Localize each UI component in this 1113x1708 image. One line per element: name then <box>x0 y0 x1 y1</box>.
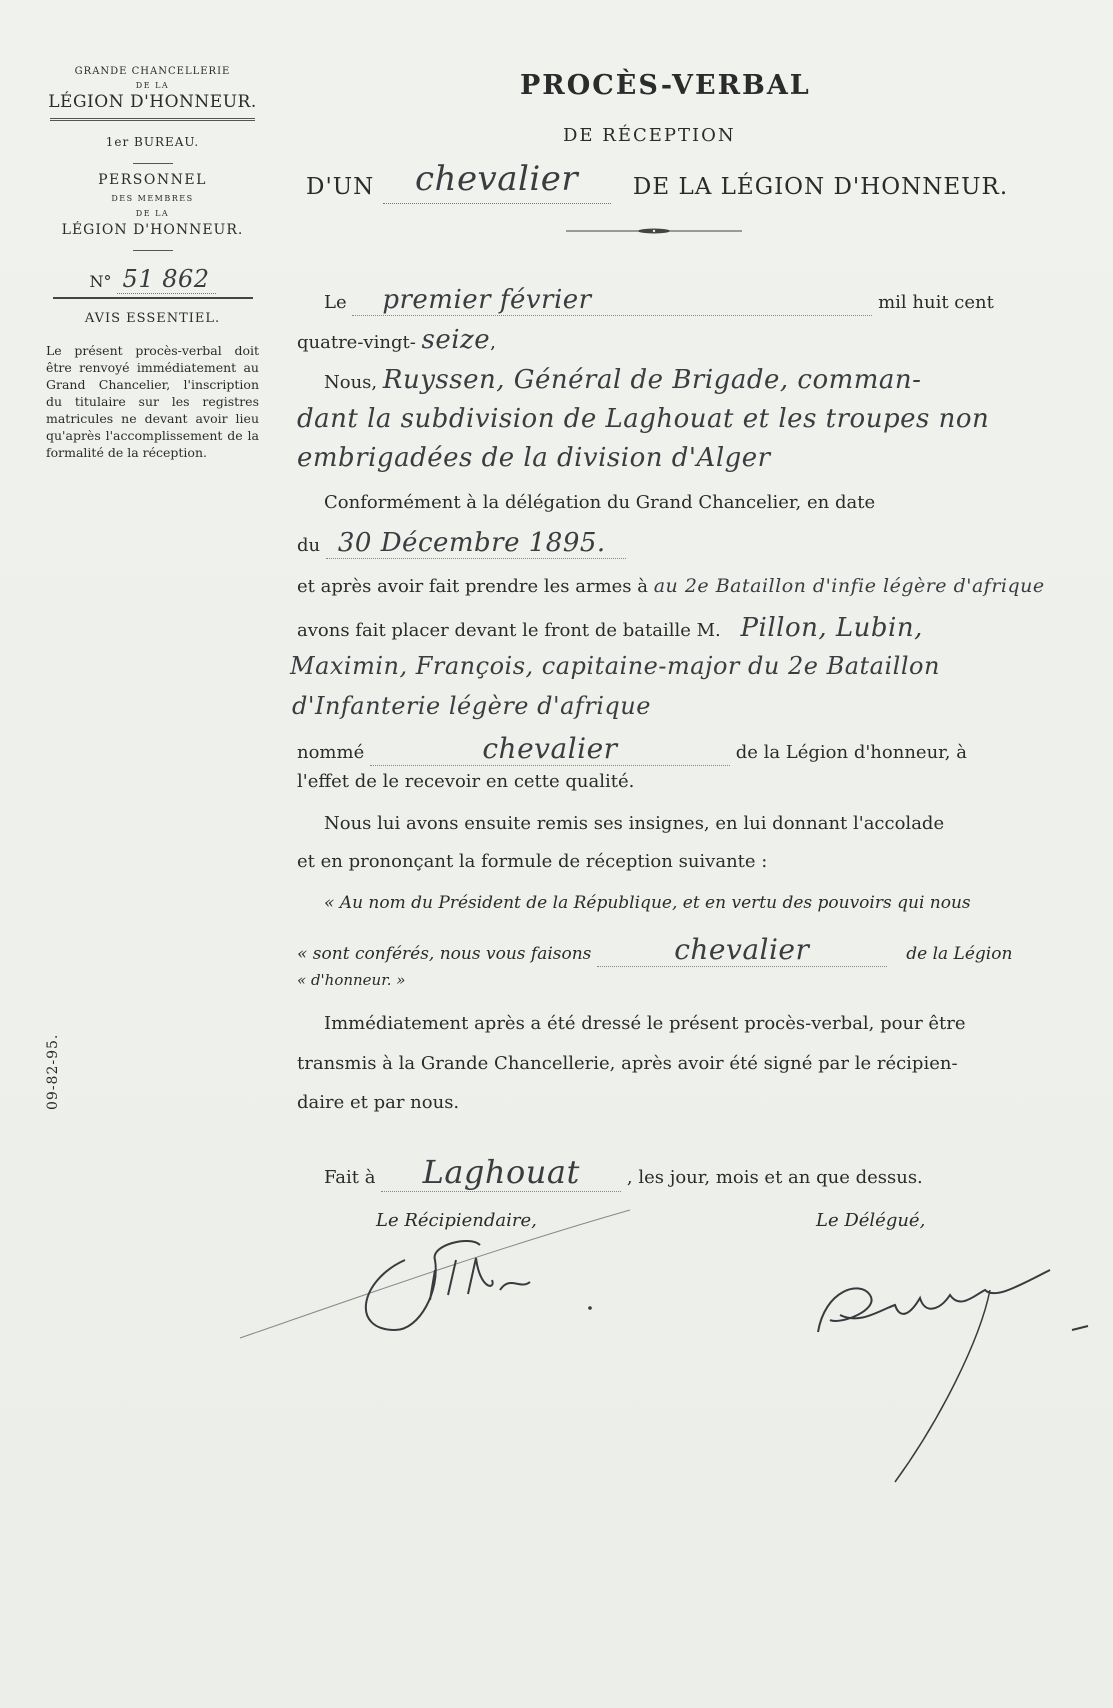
nomme-handwritten: chevalier <box>482 732 618 765</box>
daire-text: daire et par nous. <box>297 1092 460 1113</box>
avis-heading: AVIS ESSENTIEL. <box>84 311 221 326</box>
dossier-number <box>40 265 265 293</box>
name-handwritten-1: Pillon, Lubin, <box>740 613 923 643</box>
de-la-label: DE LA <box>135 81 170 90</box>
unit-handwritten: au 2e Bataillon d'infie légère d'afrique <box>653 575 1045 597</box>
year-handwritten: seize <box>421 325 491 355</box>
grade-handwritten: chevalier <box>415 159 579 199</box>
fait-label: Fait à <box>324 1167 376 1188</box>
divider <box>53 297 253 299</box>
nous-label: Nous, <box>324 372 378 393</box>
document-subtitle: DE RÉCEPTION <box>563 125 736 146</box>
quatre-label: quatre-vingt- <box>297 332 416 353</box>
insignes-text: Nous lui avons ensuite remis ses insignes, en lui donnant l'accolade <box>324 813 945 834</box>
divider <box>133 163 173 164</box>
effet-text: l'effet de le recevoir en cette qualité. <box>297 771 635 792</box>
des-membres-label: DES MEMBRES <box>111 194 194 203</box>
armes-label: et après avoir fait prendre les armes à <box>297 576 648 597</box>
officer-line-1 <box>324 365 921 395</box>
de-la-label-2: DE LA <box>135 209 170 218</box>
personnel-heading: PERSONNEL <box>98 172 207 188</box>
formula-line-3: « d'honneur. » <box>297 971 406 989</box>
prononcant-text: et en prononçant la formule de réception suivante : <box>297 851 768 872</box>
armes-line <box>297 575 1045 597</box>
delegation-date-handwritten: 30 Décembre 1895. <box>337 528 606 558</box>
immediat-text: Immédiatement après a été dressé le présent procès-verbal, pour être <box>324 1013 966 1034</box>
recipiendaire-signature <box>230 1190 650 1350</box>
chancellerie-heading: GRANDE CHANCELLERIE <box>74 66 231 77</box>
officer-handwritten-1: Ruyssen, Général de Brigade, comman- <box>382 365 922 395</box>
conformement-text: Conformément à la délégation du Grand Chancelier, en date <box>324 492 876 513</box>
divider <box>133 250 173 251</box>
officer-handwritten-3: embrigadées de la division d'Alger <box>297 443 771 473</box>
legion-heading-2: LÉGION D'HONNEUR. <box>61 222 244 238</box>
dun-label: D'UN <box>306 174 375 200</box>
name-handwritten-3: d'Infanterie légère d'afrique <box>292 692 651 720</box>
divider <box>50 118 255 121</box>
bureau-label: 1er BUREAU. <box>105 135 200 149</box>
nomme-label: nommé <box>297 742 365 763</box>
jour-label: , les jour, mois et an que dessus. <box>626 1167 923 1188</box>
legion-heading: LÉGION D'HONNEUR. <box>48 92 257 112</box>
place-handwritten: Laghouat <box>422 1153 580 1191</box>
delegue-signature <box>800 1250 1090 1490</box>
left-column <box>40 66 265 461</box>
year-line: quatre-vingt- seize, <box>297 325 496 355</box>
mil-label: mil huit cent <box>878 292 994 313</box>
name-handwritten-2: Maximin, François, capitaine-major du 2e Bataillon <box>290 652 940 680</box>
ornament-divider <box>566 228 742 234</box>
date-line <box>324 285 994 316</box>
formula-line-1: « Au nom du Président de la République, et en vertu des pouvoirs qui nous <box>324 893 971 913</box>
notice-text: Le présent procès-verbal doit être renvoyé immédiatement au Grand Chancelier, l'inscription du titulaire sur les registres matricules ne devant avoir lieu qu'après l'accomplissement de la formalité de la réception. <box>46 343 259 460</box>
vertical-code: 09-82-95. <box>45 1033 61 1110</box>
placer-label: avons fait placer devant le front de bataille M. <box>297 620 721 641</box>
number-value: 51 862 <box>117 265 216 294</box>
recipiendaire-label: Le Récipiendaire, <box>376 1210 537 1231</box>
formula-line-2 <box>297 933 1012 967</box>
le-label: Le <box>324 292 347 313</box>
grade-suffix: DE LA LÉGION D'HONNEUR. <box>632 174 1009 200</box>
fait-line <box>324 1153 923 1192</box>
delegation-date-line <box>297 528 626 559</box>
date-handwritten: premier février <box>382 285 592 315</box>
du-label: du <box>297 535 321 556</box>
nomme-line <box>297 732 967 766</box>
de-la-legion-label: de la Légion d'honneur, à <box>735 742 967 763</box>
grade-line <box>306 159 1009 204</box>
officer-handwritten-2: dant la subdivision de Laghouat et les troupes non <box>297 404 990 434</box>
transmis-text: transmis à la Grande Chancellerie, après avoir été signé par le récipien- <box>297 1053 958 1074</box>
document-title: PROCÈS-VERBAL <box>520 70 811 101</box>
formula-2b: de la Légion <box>906 944 1013 964</box>
placer-line <box>297 613 923 643</box>
formula-handwritten: chevalier <box>674 933 810 966</box>
number-prefix: N° <box>89 272 112 291</box>
delegue-label: Le Délégué, <box>816 1210 926 1231</box>
formula-2a: « sont conférés, nous vous faisons <box>297 944 592 964</box>
